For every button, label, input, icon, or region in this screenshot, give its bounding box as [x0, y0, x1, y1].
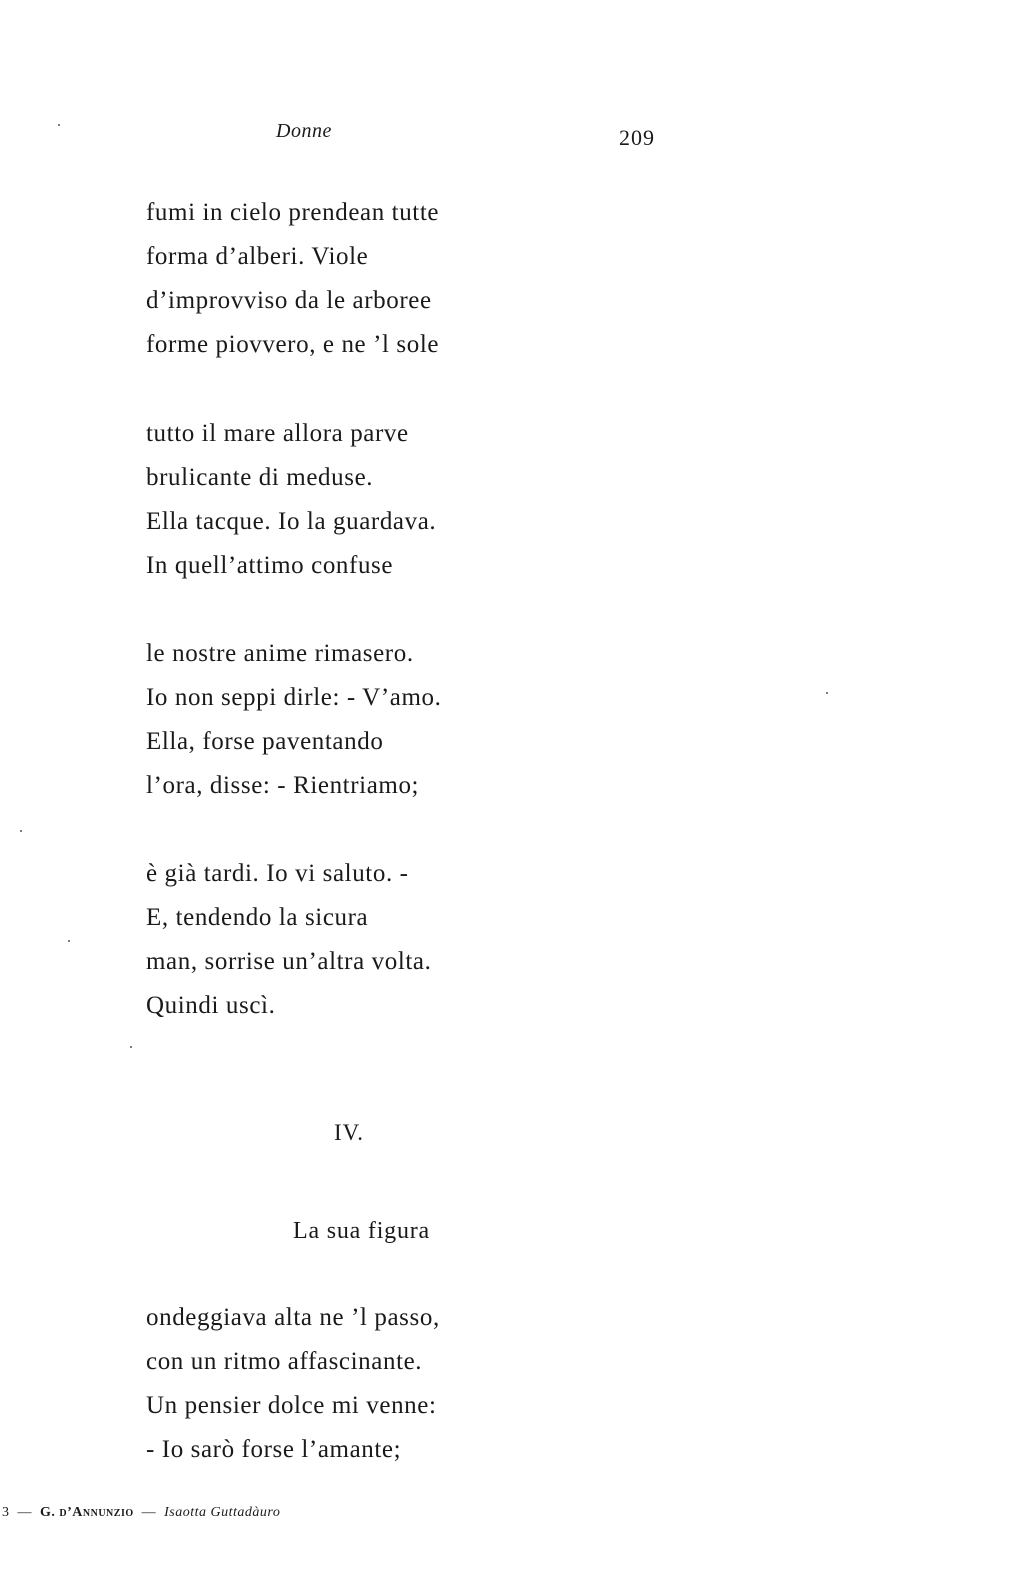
verse-line: d’improvviso da le arboree: [146, 287, 432, 314]
verse-line: In quell’attimo confuse: [146, 552, 394, 579]
verse-line: è già tardi. Io vi saluto. -: [146, 860, 409, 887]
scan-speck: [130, 1046, 132, 1048]
footer-dash: —: [137, 1505, 161, 1520]
verse-line: Ella, forse paventando: [146, 728, 384, 755]
signature-footer: [2, 1505, 280, 1521]
verse-line: brulicante di meduse.: [146, 464, 374, 491]
verse-line: Un pensier dolce mi venne:: [146, 1392, 437, 1419]
verse-line: l’ora, disse: - Rientriamo;: [146, 772, 420, 799]
scan-speck: [68, 940, 70, 942]
running-title: Donne: [276, 120, 332, 142]
verse-line: forme piovvero, e ne ’l sole: [146, 331, 440, 358]
section-number: IV.: [334, 1120, 365, 1145]
verse-line: E, tendendo la sicura: [146, 904, 369, 931]
verse-line: le nostre anime rimasero.: [146, 640, 414, 667]
poem-title: La sua figura: [293, 1218, 431, 1244]
scan-speck: [58, 124, 60, 126]
verse-line: Io non seppi dirle: - V’amo.: [146, 684, 442, 711]
footer-author: G. d’Annunzio: [40, 1505, 134, 1520]
scan-speck: [20, 830, 22, 832]
verse-line: forma d’alberi. Viole: [146, 243, 369, 270]
signature-number: 3: [2, 1505, 10, 1520]
scan-speck: [826, 692, 828, 694]
footer-dash: —: [13, 1505, 36, 1520]
footer-book-title: Isaotta Guttadàuro: [164, 1505, 281, 1520]
verse-line: man, sorrise un’altra volta.: [146, 948, 432, 975]
verse-line: tutto il mare allora parve: [146, 420, 409, 447]
verse-line: ondeggiava alta ne ’l passo,: [146, 1304, 440, 1331]
verse-line: con un ritmo affascinante.: [146, 1348, 423, 1375]
page-number: 209: [619, 125, 655, 150]
verse-line: fumi in cielo prendean tutte: [146, 199, 440, 226]
verse-line: Ella tacque. Io la guardava.: [146, 508, 437, 535]
verse-line: - Io sarò forse l’amante;: [146, 1436, 402, 1463]
verse-line: Quindi uscì.: [146, 992, 276, 1019]
